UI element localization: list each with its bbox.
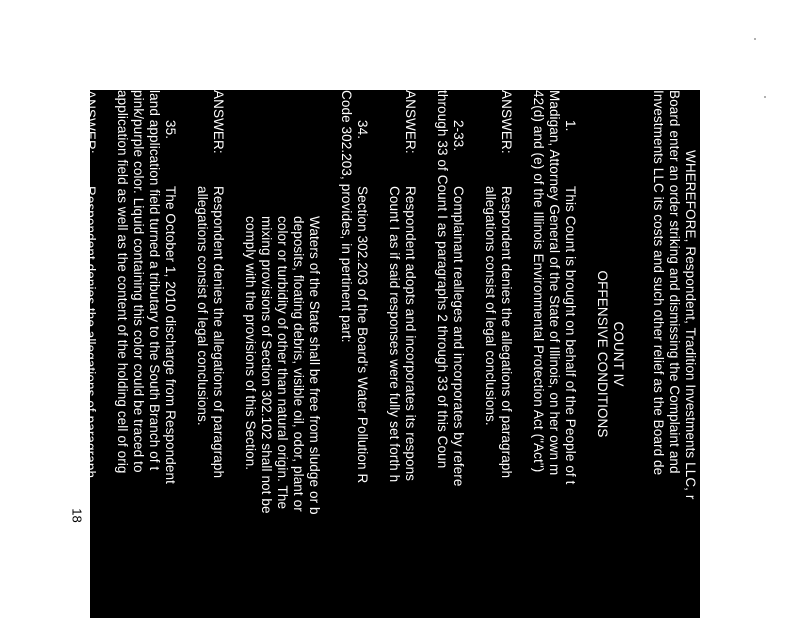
text-line-p35-num: 35. (163, 120, 178, 140)
text-line-count-subtitle: OFFENSIVE CONDITIONS (595, 270, 610, 438)
scan-speck (764, 96, 766, 98)
text-line-ans2-a: Respondent adopts and incorporates its respons (403, 186, 418, 482)
text-line-q5: comply with the provisions of this Section. (243, 216, 258, 471)
text-line-ans1-a: Respondent denies the allegations of paragraph (499, 186, 514, 479)
text-line-ans1-b: allegations consist of legal conclusions. (483, 186, 498, 426)
text-line-q4: mixing provisions of Section 302.102 shall not be (259, 216, 274, 514)
text-line-p34-num: 34. (355, 120, 370, 140)
text-line-ans2-b: Count I as if said responses were fully set forth h (387, 186, 402, 483)
text-line-p35-b: land application field turned a tributary to the South Branch of t (147, 90, 162, 471)
text-line-p1-b: Madigan, Attorney General of the State of Illinois, on her own m (547, 90, 562, 476)
text-line-p1-c: 42(d) and (e) of the Illinois Environmental Protection Act ("Act") (531, 90, 546, 473)
text-line-p1-num: 1. (563, 120, 578, 132)
text-line-ans4-a: Respondent denies the allegations of paragraph (83, 186, 98, 479)
text-line-p2-a: Complainant realleges and incorporates by refere (451, 186, 466, 487)
text-line-p34-a: Section 302.203 of the Board's Water Pollution R (355, 186, 370, 484)
text-line-l01: WHEREFORE, Respondent, Tradition Investments LLC, r (683, 150, 698, 500)
text-line-p35-a: The October 1, 2010 discharge from Respondent (163, 186, 178, 484)
scan-speck (754, 38, 756, 40)
text-line-p35-c: pink/purple color. Liquid containing this color could be traced to (131, 90, 146, 473)
text-line-ans4-b: thereof. (67, 90, 82, 137)
text-line-count-title: COUNT IV (611, 321, 626, 387)
text-line-p2-b: through 33 of Count I as paragraphs 2 through 33 of this Coun (435, 90, 450, 469)
text-line-p35-d: application field as well as the content of the holding cell of orig (115, 90, 130, 474)
text-line-ans3-label: ANSWER: (211, 90, 226, 154)
text-line-p34-b: Code 302.203, provides, in pertinent part: (339, 90, 354, 343)
text-line-ans2-label: ANSWER: (403, 90, 418, 154)
text-line-ans3-a: Respondent denies the allegations of paragraph (211, 186, 226, 479)
text-line-ans4-label: ANSWER: (83, 90, 98, 154)
text-line-ans3-b: allegations consist of legal conclusions. (195, 186, 210, 426)
text-line-q3: color or turbidity of other than natural origin. The (275, 216, 290, 510)
text-line-ans1-label: ANSWER: (499, 90, 514, 154)
text-line-l02: Board enter an order striking and dismissing the Complaint and (667, 90, 682, 474)
page-number: 18 (69, 508, 85, 523)
text-line-q1: Waters of the State shall be free from sludge or b (307, 216, 322, 515)
text-line-l03: Investments LLC its costs and such other relief as the Board de (651, 90, 666, 476)
text-line-p2-num: 2-33. (451, 120, 466, 152)
text-line-q2: deposits, floating debris, visible oil, odor, plant or (291, 216, 306, 512)
text-line-p1-a: This Count is brought on behalf of the People of t (563, 186, 578, 485)
